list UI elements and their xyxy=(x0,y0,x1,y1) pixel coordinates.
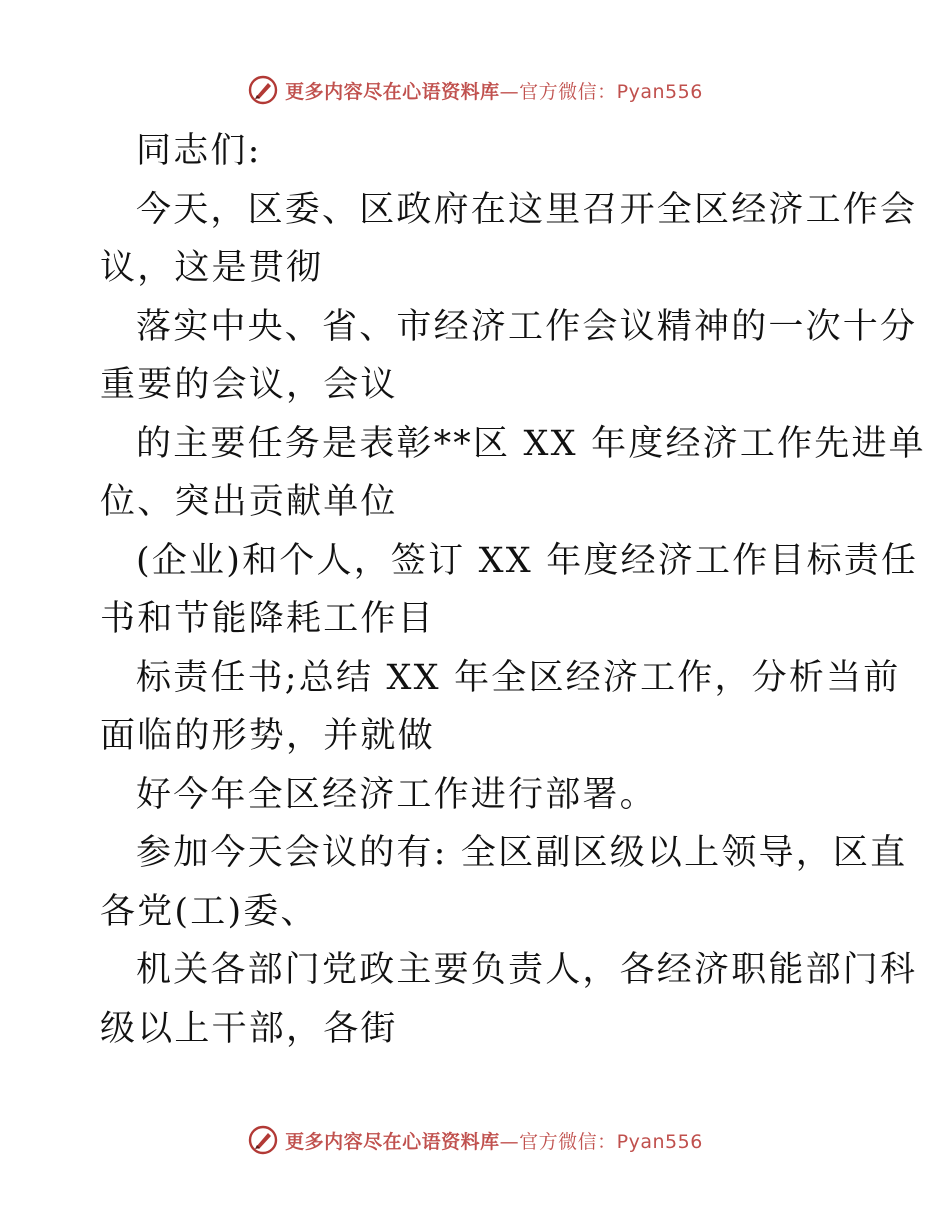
banner-brand-text: 更多内容尽在心语资料库 xyxy=(285,1130,500,1153)
quill-pen-icon xyxy=(247,1124,279,1156)
paragraph-line: 各党(工)委、 xyxy=(100,891,318,932)
quill-pen-icon xyxy=(247,74,279,106)
paragraph-line: 位、突出贡献单位 xyxy=(100,482,398,522)
paragraph-line: 落实中央、省、市经济工作会议精神的一次十分 xyxy=(136,306,918,347)
header-banner xyxy=(0,70,950,110)
banner-contact-text: —官方微信：Pyan556 xyxy=(499,1130,703,1153)
paragraph-line: 级以上干部，各街 xyxy=(100,1008,398,1049)
paragraph-line: (企业)和个人，签订 XX 年度经济工作目标责任 xyxy=(136,540,919,581)
paragraph-line: 议，这是贯彻 xyxy=(100,248,324,288)
paragraph-line: 机关各部门党政主要负责人，各经济职能部门科 xyxy=(136,950,918,990)
paragraph-line: 好今年全区经济工作进行部署。 xyxy=(136,774,657,815)
footer-banner xyxy=(0,1120,950,1160)
paragraph-line: 今天，区委、区政府在这里召开全区经济工作会 xyxy=(136,189,918,230)
paragraph-line: 重要的会议，会议 xyxy=(100,365,398,405)
paragraph-line: 的主要任务是表彰**区 XX 年度经济工作先进单 xyxy=(136,423,926,464)
paragraph-line: 面临的形势，并就做 xyxy=(100,716,435,756)
paragraph-line: 书和节能降耗工作目 xyxy=(100,599,435,639)
paragraph-line: 参加今天会议的有: 全区副区级以上领导，区直 xyxy=(136,833,908,873)
document-body xyxy=(100,122,926,1058)
paragraph-line: 同志们: xyxy=(136,131,262,171)
banner-contact-text: —官方微信：Pyan556 xyxy=(499,80,703,103)
banner-brand-text: 更多内容尽在心语资料库 xyxy=(285,80,500,103)
paragraph-line: 标责任书;总结 XX 年全区经济工作，分析当前 xyxy=(136,657,901,698)
